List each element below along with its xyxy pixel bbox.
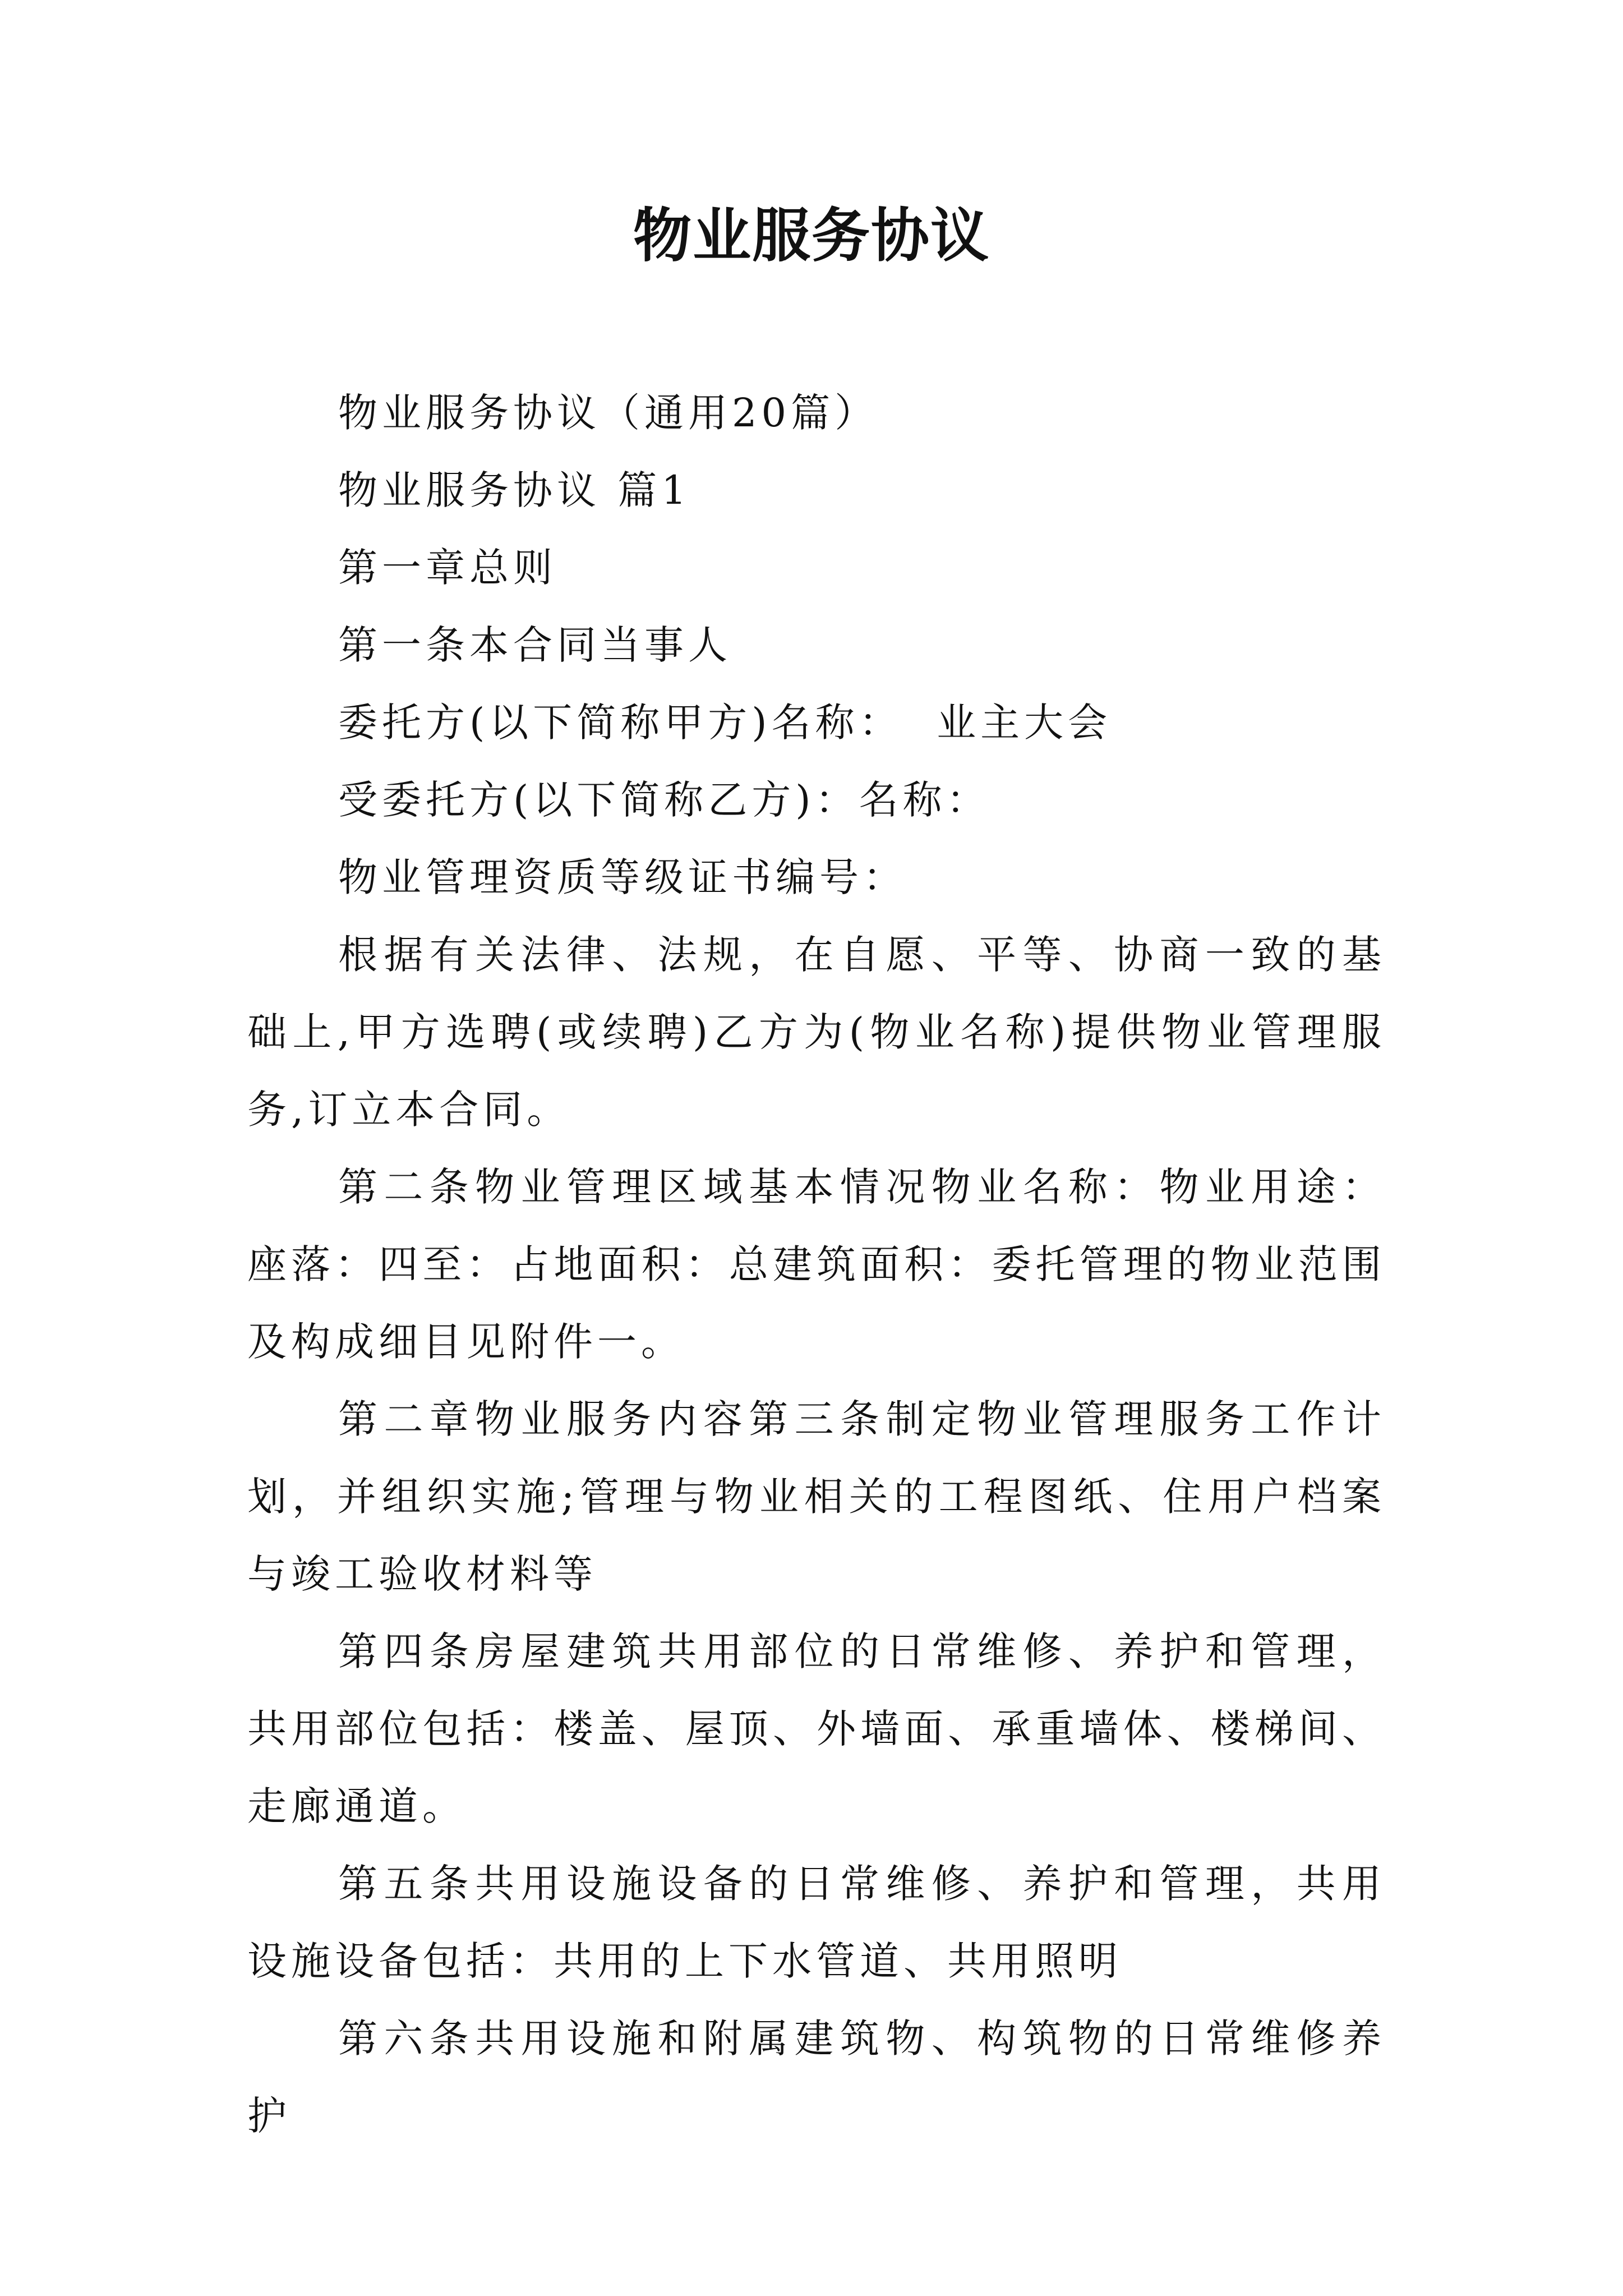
body-paragraph: 受委托方(以下简称乙方)：名称：	[338, 777, 990, 823]
body-paragraph: 第二条物业管理区域基本情况物业名称：物业用途：座落：四至：占地面积：总建筑面积：委托管理的物业范围及构成细目见附件一。	[247, 1164, 1386, 1365]
body-paragraph: 第五条共用设施设备的日常维修、养护和管理，共用设施设备包括：共用的上下水管道、共用照明	[247, 1861, 1386, 1984]
body-paragraph: 委托方(以下简称甲方)名称： 业主大会	[338, 700, 1112, 746]
body-paragraph: 第二章物业服务内容第三条制定物业管理服务工作计划，并组织实施;管理与物业相关的工程图纸、住用户档案与竣工验收材料等	[247, 1396, 1386, 1597]
document-title: 物业服务协议	[633, 201, 990, 270]
body-paragraph: 根据有关法律、法规，在自愿、平等、协商一致的基础上,甲方选聘(或续聘)乙方为(物业名称)提供物业管理服务,订立本合同。	[247, 932, 1386, 1133]
document-body	[247, 374, 1386, 2155]
body-paragraph: 物业管理资质等级证书编号：	[338, 854, 907, 900]
body-paragraph: 第四条房屋建筑共用部位的日常维修、养护和管理，共用部位包括：楼盖、屋顶、外墙面、承重墙体、楼梯间、走廊通道。	[247, 1628, 1386, 1829]
body-paragraph: 第一条本合同当事人	[338, 622, 732, 668]
body-paragraph: 物业服务协议 篇1	[338, 467, 691, 513]
body-paragraph: 第一章总则	[338, 545, 557, 591]
body-paragraph: 第六条共用设施和附属建筑物、构筑物的日常维修养护	[247, 2016, 1386, 2139]
body-paragraph: 物业服务协议（通用20篇）	[338, 390, 879, 436]
